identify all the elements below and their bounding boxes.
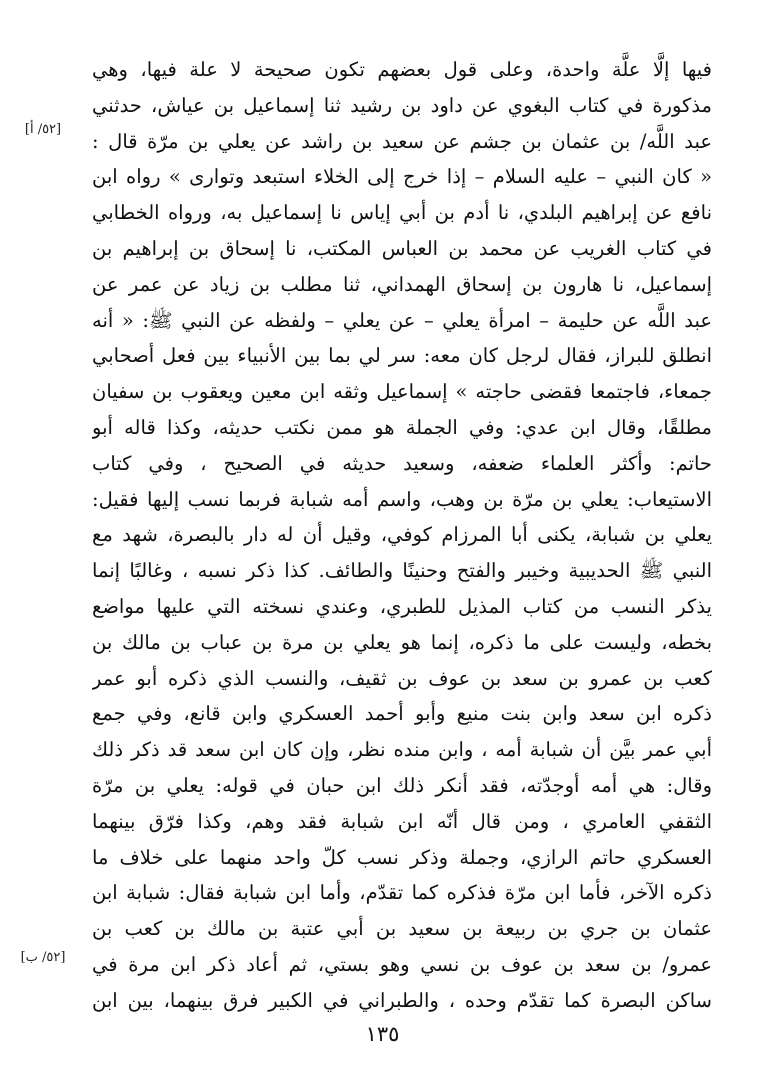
text-line: الثقفي العامري ، ومن قال أنّه ابن شبابة فقد وهم، وكذا فرّق بينهما (92, 809, 712, 833)
text-line: مطلقًا، وقال ابن عدي: وفي الجملة هو ممن نكتب حديثه، وكذا قاله أبو (92, 415, 712, 439)
text-line: ذكره ابن سعد وابن بنت منيع وأبو أحمد العسكري وابن قانع، وفي جمع (92, 702, 712, 726)
text-line: الاستيعاب: يعلي بن مرّة بن وهب، واسم أمه شبابة فربما نسب إليها فقيل: (92, 487, 712, 511)
text-line: « كان النبي – عليه السلام – إذا خرج إلى الخلاء استبعد وتوارى » رواه ابن (92, 165, 712, 189)
margin-folio-reference: [٥٢/ أ] (24, 122, 62, 137)
page-number: ١٣٥ (365, 1022, 400, 1046)
text-line: أبي عمر بيَّن أن شبابة أمه ، وابن منده نظر، وإن كان ابن سعد قد ذكر ذلك (92, 738, 712, 762)
text-line: كعب بن عمرو بن سعد بن عوف بن ثقيف، والنسب الذي ذكره أبو عمر (92, 666, 712, 690)
text-line: العسكري حاتم الرازي، وجملة وذكر نسب كلّ واحد منهما على خلاف ما (92, 845, 712, 869)
text-line: مذكورة في كتاب البغوي عن داود بن رشيد ثنا إسماعيل بن عياش، حدثني (92, 93, 712, 117)
text-line: حاتم: وأكثر العلماء ضعفه، وسعيد حديثه في الصحيح ، وفي كتاب (92, 451, 712, 475)
text-line: في كتاب الغريب عن محمد بن العباس المكتب، نا إسحاق بن إبراهيم بن (92, 236, 712, 260)
body-text (92, 52, 712, 1019)
text-line: عثمان بن جري بن ربيعة بن سعيد بن أبي عتبة بن مالك بن كعب بن (92, 917, 712, 941)
text-line: بخطه، وليست على ما ذكره، إنما هو يعلي بن مرة بن عباب بن مالك بن (92, 630, 712, 654)
text-line: ساكن البصرة كما تقدّم وحده ، والطبراني في الكبير فرق بينهما، بين ابن (92, 988, 712, 1012)
text-line: ذكره الآخر، فأما ابن مرّة فذكره كما تقدّم، وأما ابن شبابة فقال: شبابة ابن (92, 881, 712, 905)
text-line: وقال: هي أمه أوجدّته، فقد أنكر ذلك ابن حبان في قوله: يعلي بن مرّة (92, 773, 712, 797)
text-line: عبد اللَّه/ بن عثمان بن جشم عن سعيد بن راشد عن يعلي بن مرّة قال : (92, 129, 712, 153)
text-line: إسماعيل، نا هارون بن إسحاق الهمداني، ثنا مطلب بن زياد عن عمر عن (92, 272, 712, 296)
text-line: النبي ﷺ الحديبية وخيبر والفتح وحنينًا والطائف. كذا ذكر نسبه ، وغالبًا إنما (92, 559, 712, 583)
text-line: عبد اللَّه عن حليمة – امرأة يعلي – عن يعلي – ولفظه عن النبي ﷺ: « أنه (92, 308, 712, 332)
margin-folio-reference: [٥٢/ ب] (20, 950, 66, 965)
text-line: جمعاء، فاجتمعا فقضى حاجته » إسماعيل وثقه ابن معين ويعقوب بن سفيان (92, 380, 712, 404)
text-line: يعلي بن شبابة، يكنى أبا المرزام كوفي، وقيل أن له دار بالبصرة، شهد مع (92, 523, 712, 547)
text-line: يذكر النسب من كتاب المذيل للطبري، وعندي نسخته التي عليها مواضع (92, 594, 712, 618)
text-line: عمرو/ بن سعد بن عوف بن نسي وهو بستي، ثم أعاد ذكر ابن مرة في (92, 952, 712, 976)
text-line: انطلق للبراز، فقال لرجل كان معه: سر لي بما بين الأنبياء بين فعل أصحابي (92, 344, 712, 368)
text-line: نافع عن إبراهيم البلدي، نا أدم بن أبي إياس نا إسماعيل به، ورواه الخطابي (92, 201, 712, 225)
text-line: فيها إلَّا علَّة واحدة، وعلى قول بعضهم تكون صحيحة لا علة فيها، وهي (92, 58, 712, 81)
